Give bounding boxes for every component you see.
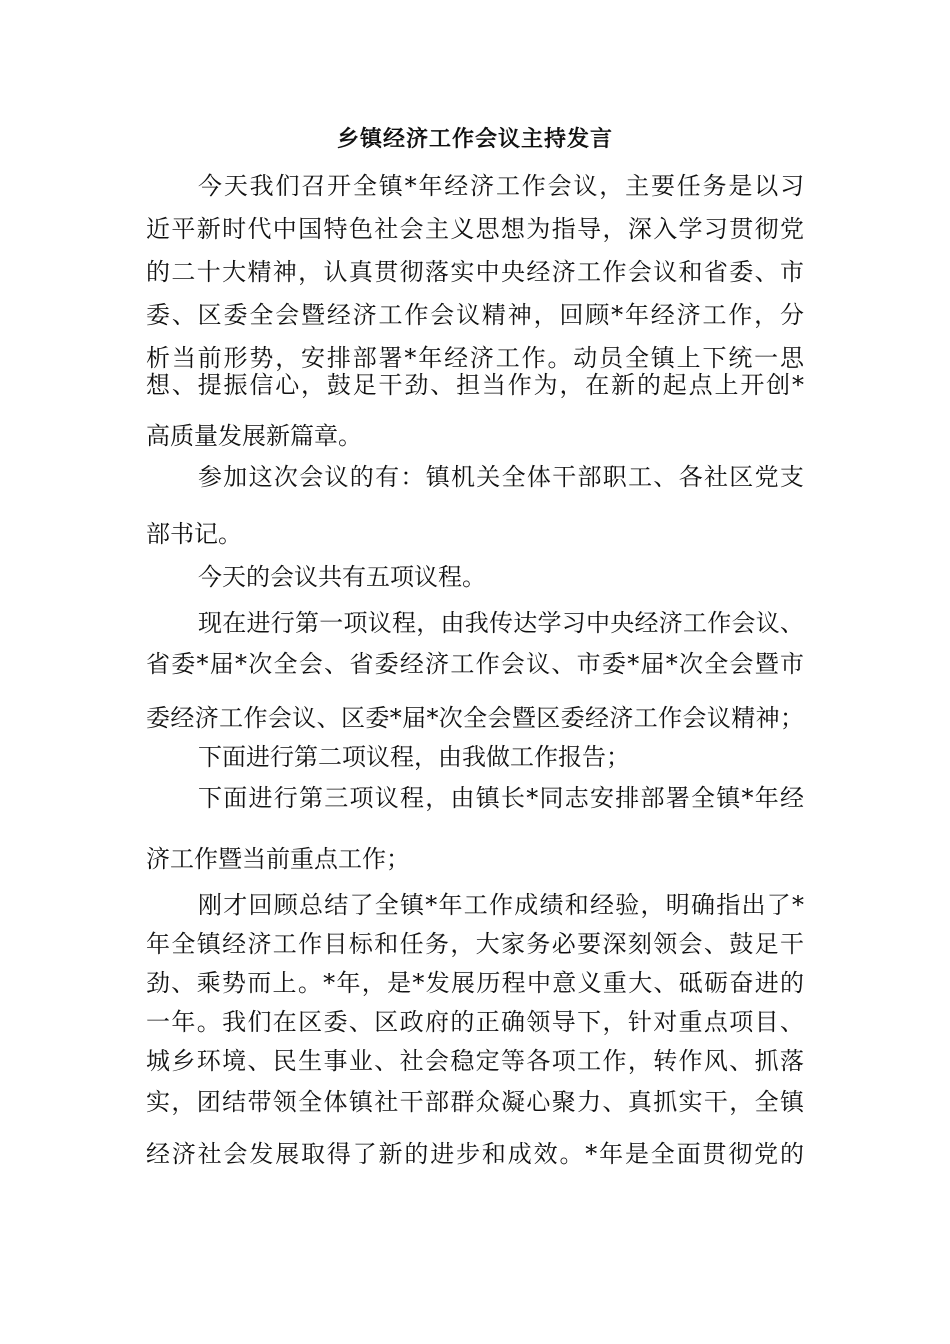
paragraph-line: 析当前形势，安排部署*年经济工作。动员全镇上下统一思 — [146, 344, 806, 372]
paragraph-line: 部书记。 — [146, 520, 242, 548]
paragraph-line: 刚才回顾总结了全镇*年工作成绩和经验，明确指出了* — [198, 891, 806, 919]
paragraph-line: 近平新时代中国特色社会主义思想为指导，深入学习贯彻党 — [146, 215, 806, 243]
paragraph-line: 委、区委全会暨经济工作会议精神，回顾*年经济工作，分 — [146, 301, 806, 329]
paragraph-line: 省委*届*次全会、省委经济工作会议、市委*届*次全会暨市 — [146, 650, 806, 678]
paragraph-line: 现在进行第一项议程，由我传达学习中央经济工作会议、 — [198, 609, 805, 637]
paragraph-line: 想、提振信心，鼓足干劲、担当作为，在新的起点上开创* — [146, 371, 806, 399]
paragraph-line: 一年。我们在区委、区政府的正确领导下，针对重点项目、 — [146, 1008, 806, 1036]
paragraph-line: 年全镇经济工作目标和任务，大家务必要深刻领会、鼓足干 — [146, 930, 806, 958]
paragraph-line: 下面进行第二项议程，由我做工作报告； — [198, 743, 630, 771]
paragraph-line: 委经济工作会议、区委*届*次全会暨区委经济工作会议精神； — [146, 704, 805, 732]
paragraph-line: 经济社会发展取得了新的进步和成效。*年是全面贯彻党的 — [146, 1140, 806, 1168]
paragraph-line: 劲、乘势而上。*年，是*发展历程中意义重大、砥砺奋进的 — [146, 969, 806, 997]
document-title: 乡镇经济工作会议主持发言 — [336, 126, 613, 152]
paragraph-line: 下面进行第三项议程，由镇长*同志安排部署全镇*年经 — [198, 784, 806, 812]
paragraph-line: 今天的会议共有五项议程。 — [198, 563, 486, 591]
paragraph-line: 的二十大精神，认真贯彻落实中央经济工作会议和省委、市 — [146, 258, 806, 286]
paragraph-line: 高质量发展新篇章。 — [146, 422, 362, 450]
paragraph-line: 城乡环境、民生事业、社会稳定等各项工作，转作风、抓落 — [146, 1047, 806, 1075]
paragraph-line: 参加这次会议的有：镇机关全体干部职工、各社区党支 — [198, 463, 806, 491]
paragraph-line: 今天我们召开全镇*年经济工作会议，主要任务是以习 — [198, 172, 806, 200]
paragraph-line: 实，团结带领全体镇社干部群众凝心聚力、真抓实干，全镇 — [146, 1088, 806, 1116]
paragraph-line: 济工作暨当前重点工作； — [146, 845, 410, 873]
